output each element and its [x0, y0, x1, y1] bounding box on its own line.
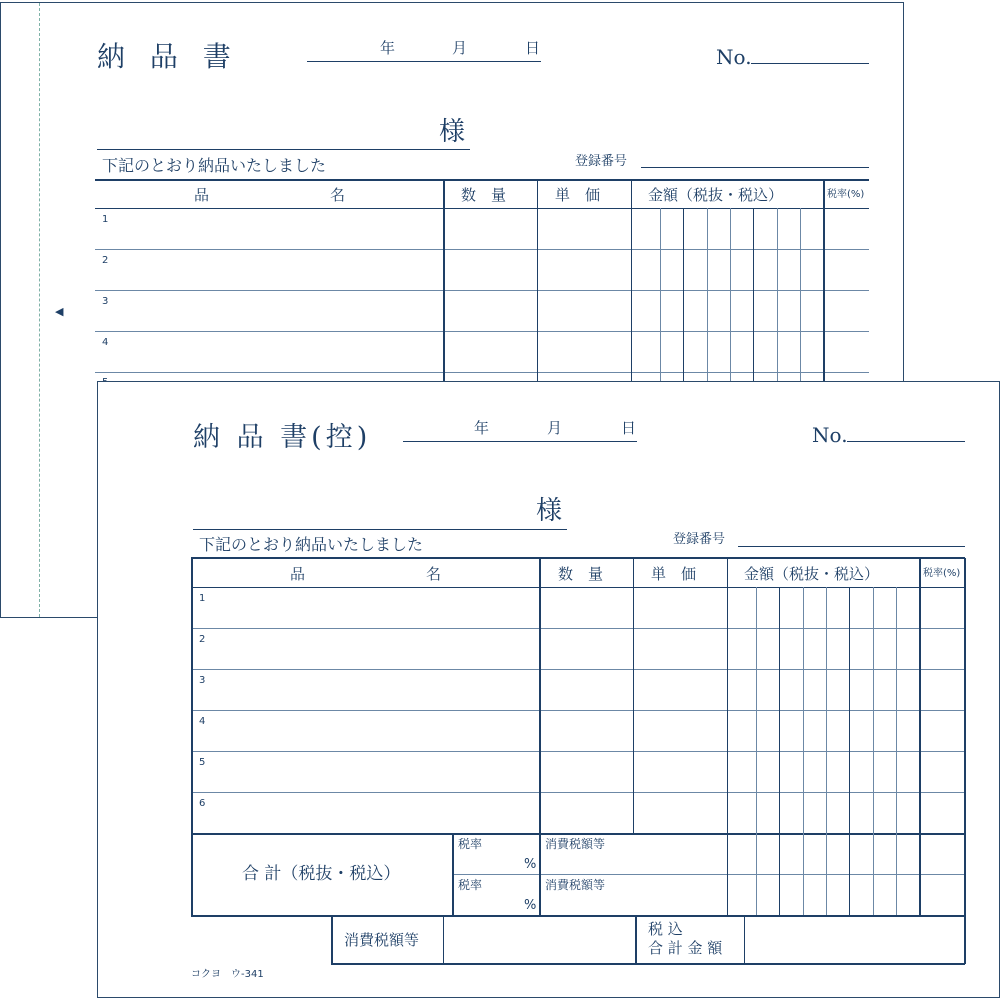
delivery-slip-copy-sheet	[97, 381, 1000, 998]
table-top-border	[95, 179, 869, 181]
amount-digit-line	[896, 587, 897, 915]
totals-label-divider	[452, 833, 454, 916]
amount-digit-line	[707, 208, 708, 383]
registration-number-underline	[641, 167, 869, 168]
form-title: 納 品 書(控)	[193, 422, 372, 453]
col-divider-unit-price	[537, 180, 538, 383]
date-underline	[403, 441, 637, 442]
date-month-label: 月	[547, 419, 563, 437]
amount-digit-line	[730, 208, 731, 383]
row-number: 3	[199, 675, 206, 686]
recipient-underline	[97, 149, 470, 150]
totals-mid-divider	[452, 874, 965, 875]
honorific-sama: 様	[439, 117, 466, 147]
column-header-name: 名	[330, 186, 346, 204]
footer-label-divider	[443, 915, 444, 964]
footer-left-border	[331, 915, 333, 964]
form-title: 納 品 書	[97, 40, 239, 73]
consumption-tax-label: 消費税額等	[545, 878, 606, 892]
registration-number-label: 登録番号	[575, 154, 628, 169]
column-header-amount: 金額（税抜・税込）	[744, 565, 880, 583]
tear-arrow-icon: ◀	[55, 305, 64, 318]
row-number: 4	[199, 716, 206, 727]
amount-digit-line	[753, 208, 754, 383]
amount-digit-line	[849, 587, 850, 915]
footer-total-label-divider	[744, 915, 745, 964]
footer-bottom-border	[331, 963, 965, 965]
date-day-label: 日	[525, 39, 541, 57]
amount-digit-line	[826, 587, 827, 915]
column-header-item: 品	[194, 186, 210, 204]
date-year-label: 年	[474, 419, 490, 437]
table-right-border	[964, 558, 966, 964]
amount-digit-line	[756, 587, 757, 915]
amount-digit-line	[779, 587, 780, 915]
column-header-unit-price: 単 価	[651, 565, 697, 583]
amount-digit-line	[683, 208, 684, 383]
percent-sign: %	[524, 898, 537, 913]
number-label: No.	[812, 423, 848, 447]
amount-digit-line	[803, 587, 804, 915]
number-label: No.	[716, 45, 752, 69]
col-divider-amount	[727, 558, 728, 916]
row-number: 2	[199, 634, 206, 645]
column-header-tax-rate: 税率(%)	[827, 189, 865, 200]
consumption-tax-footer-label: 消費税額等	[344, 931, 420, 949]
amount-digit-line	[800, 208, 801, 383]
date-underline	[307, 61, 541, 62]
column-header-name: 名	[426, 565, 442, 583]
date-month-label: 月	[452, 39, 468, 57]
registration-number-label: 登録番号	[673, 532, 726, 547]
delivery-note-text: 下記のとおり納品いたしました	[102, 156, 327, 175]
column-header-tax-rate: 税率(%)	[923, 568, 961, 579]
recipient-underline	[193, 529, 567, 530]
amount-digit-line	[777, 208, 778, 383]
percent-sign: %	[524, 857, 537, 872]
date-year-label: 年	[380, 39, 396, 57]
perforation-line	[39, 3, 40, 617]
delivery-note-text: 下記のとおり納品いたしました	[199, 535, 424, 554]
total-label: 合 計（税抜・税込）	[242, 864, 401, 884]
column-header-quantity: 数 量	[558, 565, 604, 583]
col-divider-tax-rate	[823, 180, 825, 383]
number-underline	[847, 441, 965, 442]
column-header-quantity: 数 量	[461, 186, 507, 204]
footer-middle-divider	[635, 915, 637, 964]
totals-rate-divider	[539, 833, 541, 916]
date-day-label: 日	[621, 419, 637, 437]
column-header-unit-price: 単 価	[555, 186, 601, 204]
row-number: 1	[102, 214, 109, 225]
amount-digit-line	[873, 587, 874, 915]
tax-rate-label: 税率	[458, 837, 483, 851]
amount-digit-line	[660, 208, 661, 383]
col-divider-quantity	[443, 180, 445, 383]
number-underline	[751, 63, 869, 64]
table-left-border	[191, 558, 193, 916]
column-header-item: 品	[290, 565, 306, 583]
taxin-total-label-line1: 税 込	[648, 920, 683, 938]
table-top-border	[191, 557, 965, 559]
column-header-amount: 金額（税抜・税込）	[648, 186, 784, 204]
col-divider-quantity	[539, 558, 541, 834]
col-divider-unit-price	[633, 558, 634, 834]
registration-number-underline	[738, 546, 965, 547]
taxin-total-label-line2: 合 計 金 額	[648, 939, 723, 957]
product-code: コクヨ ウ-341	[191, 969, 264, 980]
row-number: 3	[102, 296, 109, 307]
row-number: 6	[199, 798, 206, 809]
col-divider-tax-rate	[919, 558, 921, 916]
honorific-sama: 様	[536, 496, 563, 526]
row-number: 5	[199, 757, 206, 768]
consumption-tax-label: 消費税額等	[545, 837, 606, 851]
tax-rate-label: 税率	[458, 878, 483, 892]
row-number: 1	[199, 593, 206, 604]
row-number: 2	[102, 255, 109, 266]
row-number: 4	[102, 337, 109, 348]
totals-bottom-border	[191, 915, 965, 917]
col-divider-amount	[631, 180, 632, 383]
